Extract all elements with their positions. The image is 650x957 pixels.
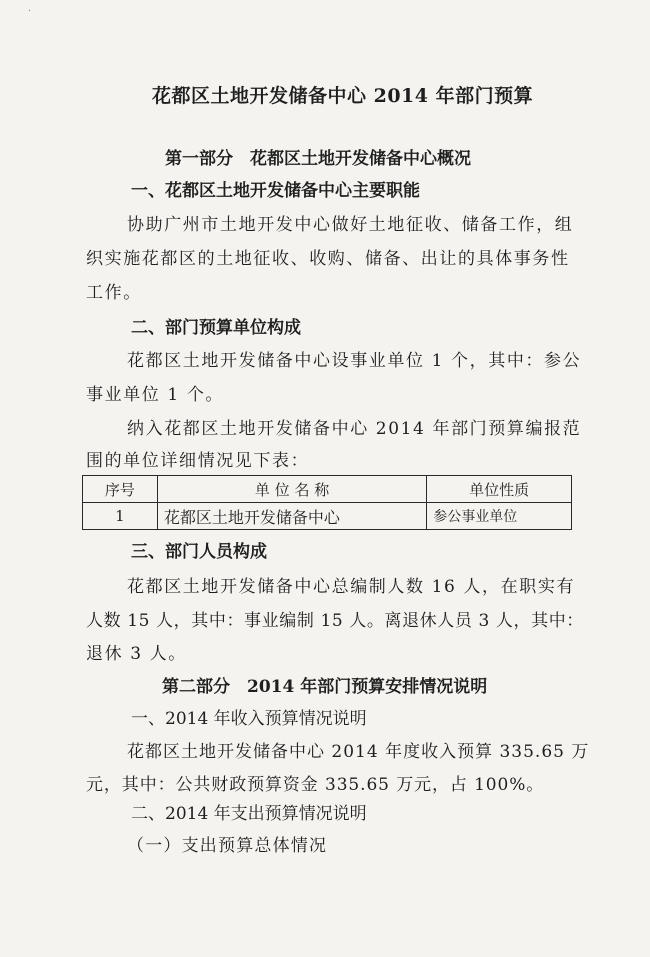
part2-section2-heading: 二、2014 年支出预算情况说明 [131,804,367,824]
table-header-cell: 序号 [83,476,158,503]
table-cell: 参公事业单位 [427,503,572,530]
part2-subsection1-heading: （一）支出预算总体情况 [127,836,328,856]
section1-paragraph-line2: 织实施花都区的土地征收、收购、储备、出让的具体事务性 [86,249,570,269]
section3-heading: 三、部门人员构成 [131,542,267,562]
section2-paragraph2-line2: 围的单位详细情况见下表： [86,451,310,471]
section3-paragraph-line1: 花都区土地开发储备中心总编制人数 16 人，在职实有 [127,577,576,597]
unit-table [82,475,572,530]
part2-heading: 第二部分 2014 年部门预算安排情况说明 [162,677,488,697]
table-cell: 花都区土地开发储备中心 [157,503,426,530]
section2-paragraph1-line2: 事业单位 1 个。 [86,385,225,405]
table-header-cell: 单位性质 [427,476,572,503]
table-cell: 1 [83,503,158,530]
part2-section1-paragraph-line2: 元，其中：公共财政预算资金 335.65 万元，占 100%。 [86,775,545,795]
section2-heading: 二、部门预算单位构成 [131,318,301,338]
section3-paragraph-line3: 退休 3 人。 [86,644,187,664]
section2-paragraph2-line1: 纳入花都区土地开发储备中心 2014 年部门预算编报范 [127,419,582,439]
section2-paragraph1-line1: 花都区土地开发储备中心设事业单位 1 个，其中：参公 [127,351,582,371]
section1-paragraph-line3: 工作。 [86,283,142,303]
table-header-row [83,476,572,503]
table-row [83,503,572,530]
section1-paragraph-line1: 协助广州市土地开发中心做好土地征收、储备工作，组 [127,215,574,235]
section3-paragraph-line2: 人数 15 人，其中：事业编制 15 人。离退休人员 3 人，其中： [86,611,584,631]
document-title: 花都区土地开发储备中心 2014 年部门预算 [152,85,534,107]
part1-heading: 第一部分 花都区土地开发储备中心概况 [165,149,471,169]
table-header-cell: 单 位 名 称 [157,476,426,503]
part2-section1-heading: 一、2014 年收入预算情况说明 [131,709,367,729]
scan-speck: · [28,6,32,17]
section1-heading: 一、花都区土地开发储备中心主要职能 [131,181,420,201]
part2-section1-paragraph-line1: 花都区土地开发储备中心 2014 年度收入预算 335.65 万 [127,742,590,762]
